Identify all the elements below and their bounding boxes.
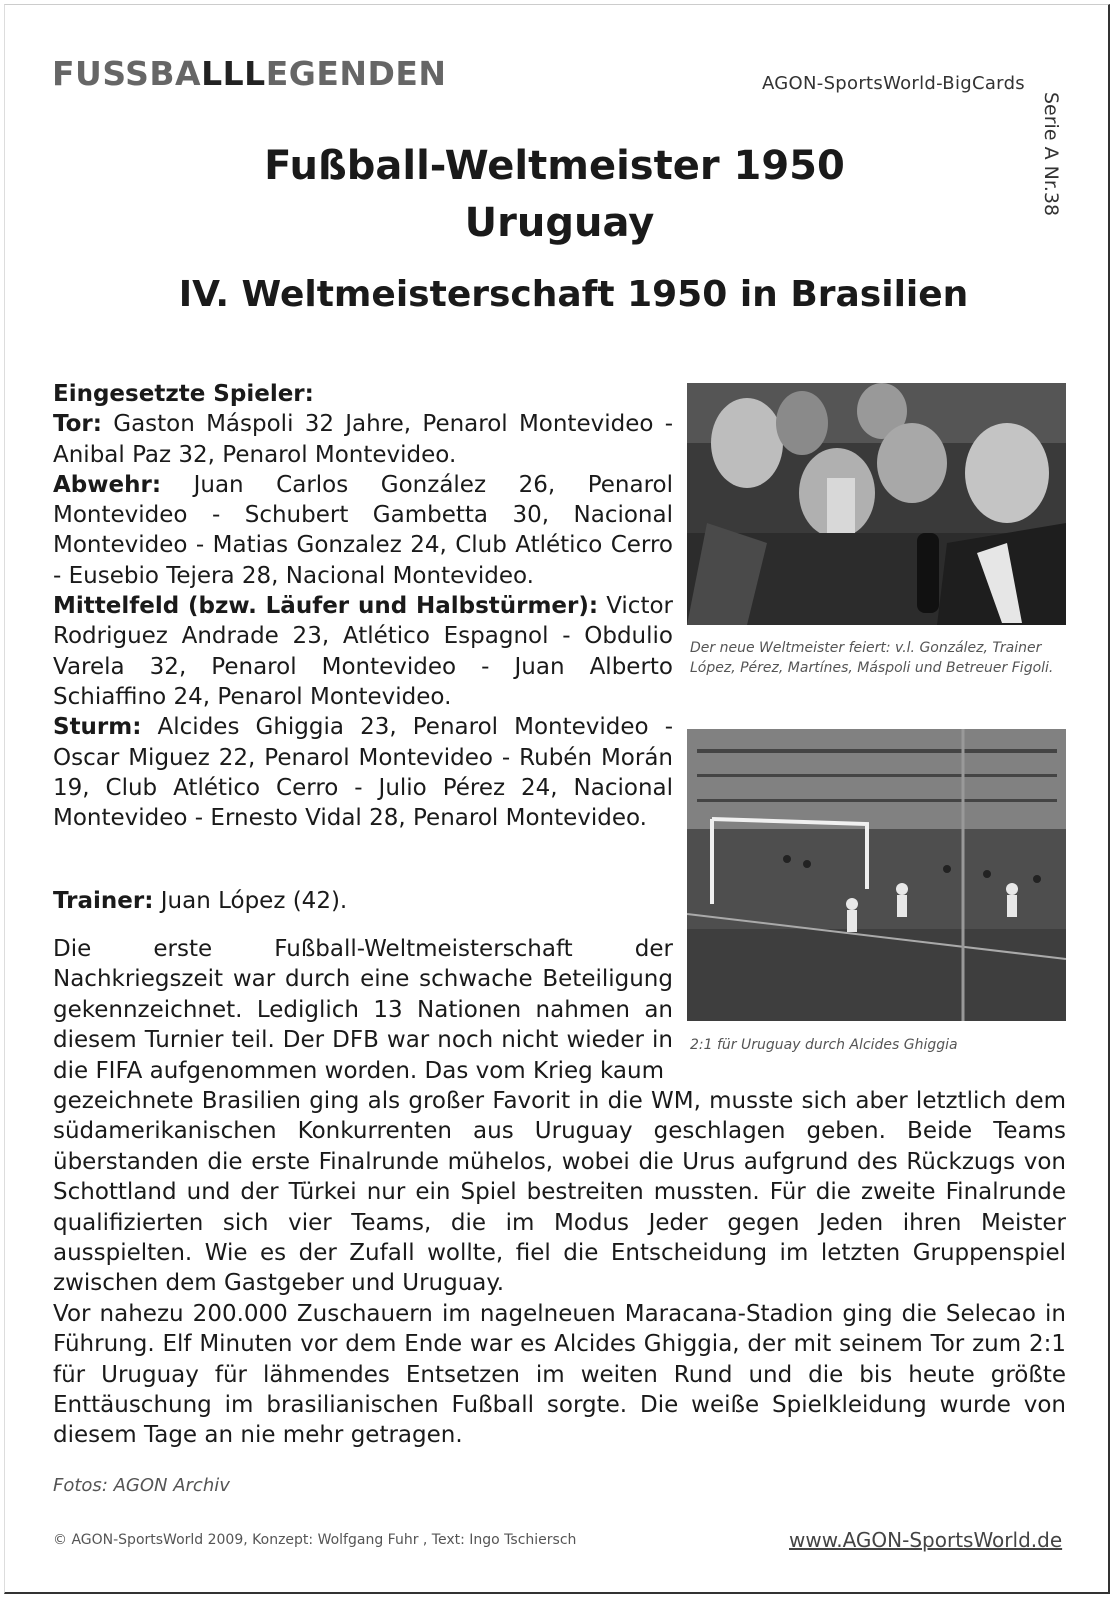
website-link[interactable]: www.AGON-SportsWorld.de xyxy=(789,1528,1063,1552)
card-title: Fußball-Weltmeister 1950 xyxy=(264,143,845,189)
brand-label: AGON-SportsWorld-BigCards xyxy=(762,73,1025,94)
serie-number: Serie A Nr.38 xyxy=(1040,92,1062,217)
photo-credit: Fotos: AGON Archiv xyxy=(53,1475,230,1496)
goal-scene-photo xyxy=(687,729,1066,1021)
players-mittelfeld: Mittelfeld (bzw. Läufer und Halbstürmer): Victor Rodriguez Andrade 23, Atlético Espagnol - Obdulio Varela 32, Penarol Montevideo - Juan Alberto Schiaffino 24, Penarol Montevideo. xyxy=(53,593,673,710)
players-section xyxy=(53,379,673,833)
players-tor: Tor: Gaston Máspoli 32 Jahre, Penarol Montevideo - Anibal Paz 32, Penarol Montevideo. xyxy=(53,411,673,468)
celebration-photo xyxy=(687,383,1066,625)
players-trainer: Trainer: Juan López (42). xyxy=(53,888,348,914)
story-paragraph-1: Die erste Fußball-Weltmeisterschaft der Nachkriegszeit war durch eine schwache Beteiligung gekennzeichnet. Lediglich 13 Nationen nahmen an diesem Turnier teil. Der DFB war noch nicht wieder in die FIFA aufgenommen worden. Das vom Krieg kaum xyxy=(53,936,673,1084)
story-paragraph-2: Vor nahezu 200.000 Zuschauern im nagelneuen Maracana-Stadion ging die Selecao in Führung. Elf Minuten vor dem Ende war es Alcides Ghiggia, der mit seinem Tor zum 2:1 für Uruguay für lähmendes Entsetzen im weiten Rund und die bis heute größte Enttäuschung im brasilianischen Fußball sorgte. Die weiße Spielkleidung wurde von diesem Tage an nie mehr getragen. xyxy=(53,1300,1066,1449)
copyright-line: © AGON-SportsWorld 2009, Konzept: Wolfgang Fuhr , Text: Ingo Tschiersch xyxy=(53,1532,577,1548)
series-logo: FUSSBALLLEGENDEN xyxy=(52,54,447,93)
photo-caption-2: 2:1 für Uruguay durch Alcides Ghiggia xyxy=(690,1037,958,1053)
players-heading: Eingesetzte Spieler: xyxy=(53,381,314,407)
card-title-country: Uruguay xyxy=(464,200,655,246)
players-sturm: Sturm: Alcides Ghiggia 23, Penarol Montevideo - Oscar Miguez 22, Penarol Montevideo - Rubén Morán 19, Club Atlético Cerro - Julio Pérez 24, Nacional Montevideo - Ernesto Vidal 28, Penarol Montevideo. xyxy=(53,714,673,832)
card-subtitle: IV. Weltmeisterschaft 1950 in Brasilien xyxy=(178,274,969,315)
players-abwehr: Abwehr: Juan Carlos González 26, Penarol Montevideo - Schubert Gambetta 30, Nacional Montevideo - Matias Gonzalez 24, Club Atlético Cerro - Eusebio Tejera 28, Nacional Montevideo. xyxy=(53,471,673,589)
story-paragraph-continued: gezeichnete Brasilien ging als großer Favorit in die WM, musste sich aber letztlich dem südamerikanischen Konkurrenten aus Uruguay geschlagen geben. Beide Teams überstanden die erste Finalrunde mühelos, wobei die Urus aufgrund des Rückzugs von Schottland und der Türkei nur ein Spiel bestreiten mussten. Für die zweite Finalrunde qualifizierten sich vier Teams, die im Modus Jeder gegen Jeden ihren Meister ausspielten. Wie es der Zufall wollte, fiel die Entscheidung im letzten Gruppenspiel zwischen dem Gastgeber und Uruguay. Vor nahezu 200.000 Zuschauern im nagelneuen Maracana-Stadion ging die Selecao in Führung. Elf Minuten vor dem Ende war es Alcides Ghiggia, der mit seinem Tor zum 2:1 für Uruguay für lähmendes Entsetzen im weiten Rund und die bis heute größte Enttäuschung im brasilianischen Fußball sorgte. Die weiße Spielkleidung wurde von diesem Tage an nie mehr getragen. xyxy=(53,1086,1066,1451)
photo-caption-1: Der neue Weltmeister feiert: v.l. González, Trainer López, Pérez, Martínes, Máspoli und Betreuer Figoli. xyxy=(690,640,1054,676)
